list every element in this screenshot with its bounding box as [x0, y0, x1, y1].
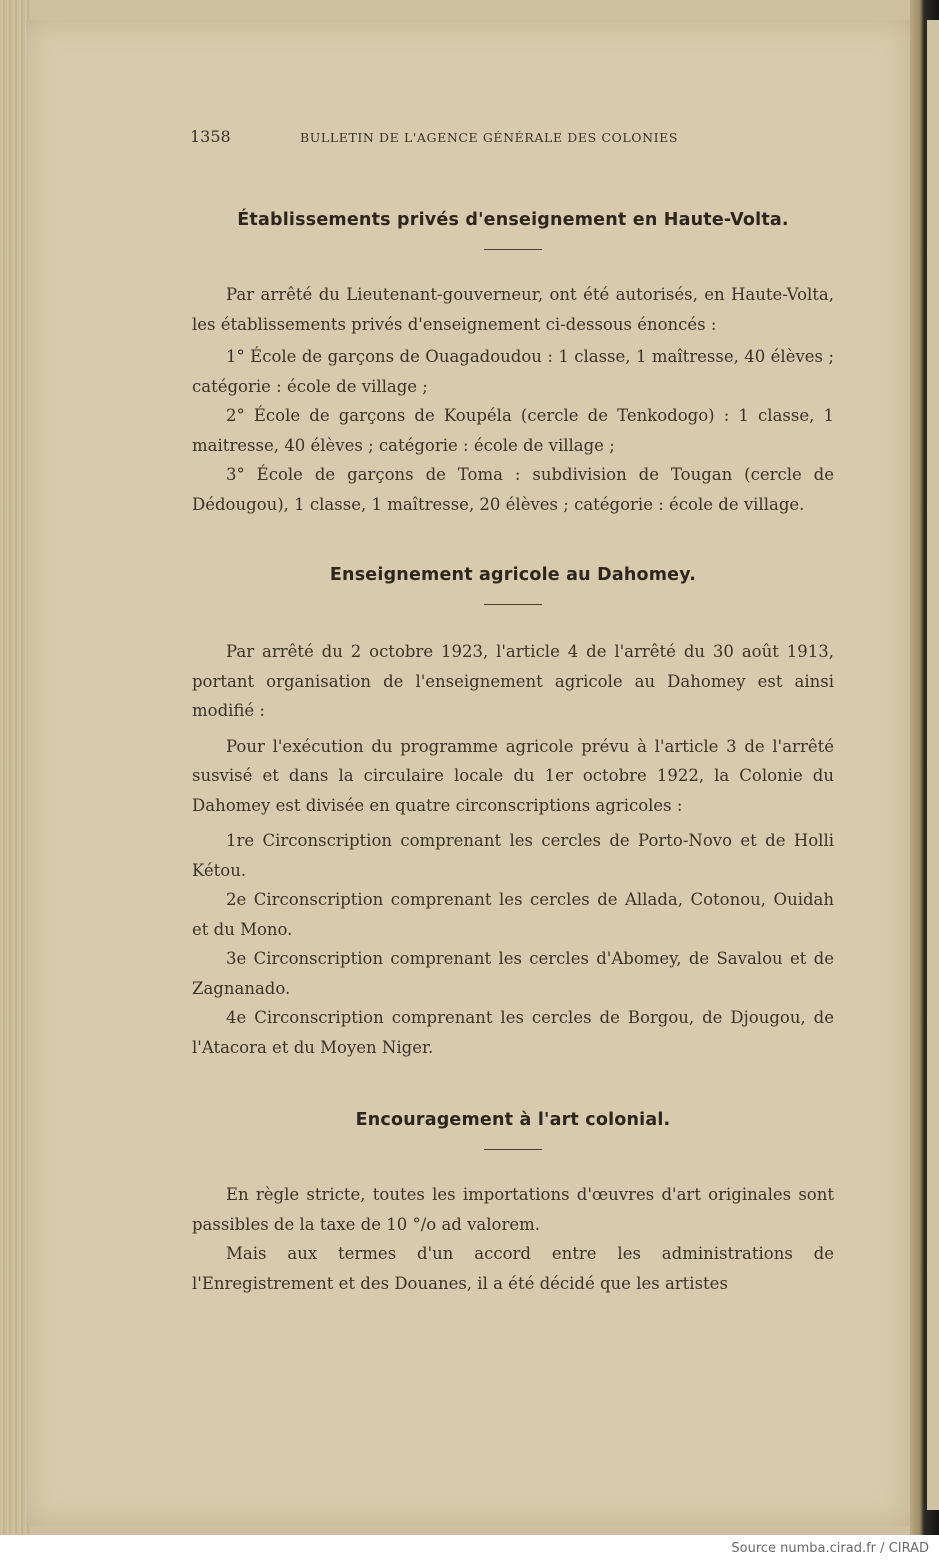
- running-title: BULLETIN DE L'AGENCE GÉNÉRALE DES COLONIES: [300, 130, 679, 145]
- section-body-art-colonial: [192, 1180, 834, 1298]
- section-body-haute-volta: [192, 280, 834, 519]
- list-item: 1re Circonscription comprenant les cercles de Porto-Novo et de Holli Kétou.: [192, 831, 834, 880]
- section-title-haute-volta: Établissements privés d'enseignement en Haute-Volta.: [237, 210, 789, 230]
- title-rule: [484, 1149, 542, 1150]
- page-header: [190, 127, 830, 149]
- paragraph: En règle stricte, toutes les importations d'œuvres d'art originales sont passibles de la taxe de 10 °/o ad valorem.: [192, 1185, 834, 1234]
- list-item: 1° École de garçons de Ouagadoudou : 1 classe, 1 maîtresse, 40 élèves ; catégorie : école de village ;: [192, 347, 834, 396]
- document-body: [192, 200, 834, 1298]
- title-rule: [484, 249, 542, 250]
- source-credit: Source numba.cirad.fr / CIRAD: [731, 1541, 929, 1556]
- page-number: 1358: [190, 127, 231, 146]
- title-rule: [484, 604, 542, 605]
- section-title-art-colonial: Encouragement à l'art colonial.: [355, 1110, 671, 1130]
- list-item: 3e Circonscription comprenant les cercles d'Abomey, de Savalou et de Zagnanado.: [192, 949, 834, 998]
- binding-edge: [927, 20, 939, 1510]
- section-body-dahomey: [192, 637, 834, 1062]
- list-item: 2e Circonscription comprenant les cercles de Allada, Cotonou, Ouidah et du Mono.: [192, 890, 834, 939]
- list-item: 2° École de garçons de Koupéla (cercle de Tenkodogo) : 1 classe, 1 maitresse, 40 élèves ; catégorie : école de village ;: [192, 406, 834, 455]
- paragraph: Par arrêté du Lieutenant-gouverneur, ont été autorisés, en Haute-Volta, les établissements privés d'enseignement ci-dessous énoncés :: [192, 285, 834, 334]
- list-item: 4e Circonscription comprenant les cercles de Borgou, de Djougou, de l'Atacora et du Moyen Niger.: [192, 1008, 834, 1057]
- paragraph: Pour l'exécution du programme agricole prévu à l'article 3 de l'arrêté susvisé et dans la circulaire locale du 1er octobre 1922, la Colonie du Dahomey est divisée en quatre circonscriptions agricoles :: [192, 736, 834, 815]
- list-item: 3° École de garçons de Toma : subdivision de Tougan (cercle de Dédougou), 1 classe, 1 maîtresse, 20 élèves ; catégorie : école de village.: [192, 465, 834, 514]
- paragraph: Par arrêté du 2 octobre 1923, l'article 4 de l'arrêté du 30 août 1913, portant organisation de l'enseignement agricole au Dahomey est ainsi modifié :: [192, 642, 834, 720]
- paragraph: Mais aux termes d'un accord entre les administrations de l'Enregistrement et des Douanes, il a été décidé que les artistes: [192, 1244, 834, 1293]
- section-title-dahomey: Enseignement agricole au Dahomey.: [329, 565, 697, 585]
